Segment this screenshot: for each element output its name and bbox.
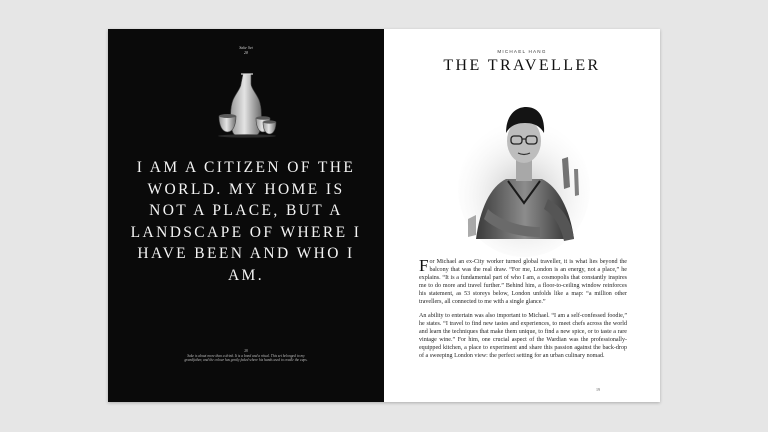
drop-cap: F	[419, 256, 429, 275]
caption-number: 28	[244, 50, 248, 55]
paragraph-2: An ability to entertain was also important to Michael. “I am a self-confessed foodie,” he states. “I travel to find new tastes and experiences, to meet chefs across the world and learn the techniques that make them unique, to find a new spice, or to taste a rare vintage wine.” For him, one crucial aspect of the Wardian was the professionally-equipped kitchen, a place to experiment and share this passion against the back-drop of a sweeping London view: the perfect setting for an urban culinary nomad.	[419, 312, 627, 360]
footnote	[178, 349, 314, 363]
illustration-caption	[108, 45, 384, 55]
caption-title: Sake Set	[239, 45, 253, 50]
left-page	[108, 29, 384, 402]
page-number: 19	[596, 387, 600, 392]
right-page	[384, 29, 660, 402]
portrait-illustration	[458, 89, 590, 257]
magazine-spread	[108, 29, 660, 402]
article-body	[419, 258, 627, 365]
paragraph-1	[419, 258, 627, 307]
paragraph-1-text: or Michael an ex-City worker turned global traveller, it is what lies beyond the balcony that was the real draw. “For me, London is an energy, not a place,” he explains. “It is a fundamental part of who I am, a cosmopolis that constantly inspires me to do more and travel further.” Behind him, a floor-to-ceiling window reinforces his statement, as 53 storeys below, London unfolds like a map: “a million other travellers, all connected to me with a single glance.”	[419, 259, 627, 306]
footnote-number: 28	[244, 349, 248, 353]
sake-set-illustration	[216, 72, 278, 138]
footnote-text: Sake is about more than a drink. It is a bond and a ritual. This set belonged to my grandfather, and the colour has gently faded where his hands used to cradle the cups.	[184, 353, 308, 363]
pull-quote: I AM A CITIZEN OF THE WORLD. MY HOME IS NOT A PLACE, BUT A LANDSCAPE OF WHERE I HAVE BEEN AND WHO I AM.	[130, 159, 362, 284]
article-title: THE TRAVELLER	[443, 57, 601, 74]
subject-name: MICHAEL HANG	[497, 49, 547, 54]
